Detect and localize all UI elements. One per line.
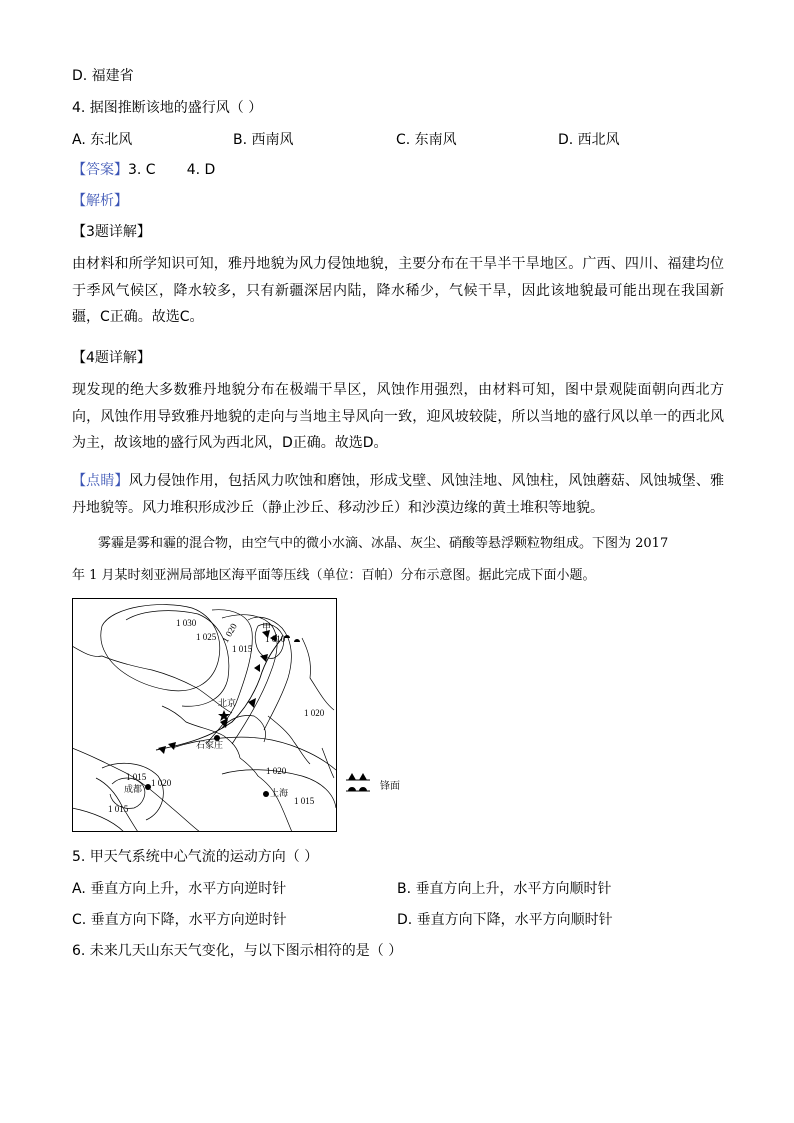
- tip-text: 风力侵蚀作用，包括风力吹蚀和磨蚀，形成戈壁、风蚀洼地、风蚀柱，风蚀蘑菇、风蚀城堡、雅丹地貌等。风力堆积形成沙丘（静止沙丘、移动沙丘）和沙漠边缘的黄土堆积等地貌。: [72, 473, 725, 516]
- isobar-label-1030: 1 030: [176, 618, 197, 628]
- q3-detail-text: 由材料和所学知识可知，雅丹地貌为风力侵蚀地貌，主要分布在干旱半干旱地区。广西、四川、福建均位于季风气候区，降水较多，只有新疆深居内陆，降水稀少，气候干旱，因此该地貌最可能出现在我国新疆，C正确。故选C。: [72, 256, 724, 325]
- q5-option-a: A. 垂直方向上升，水平方向逆时针: [72, 881, 287, 897]
- analysis-tag: 【解析】: [72, 193, 128, 209]
- q3-option-d: D. 福建省: [72, 68, 134, 84]
- tip-paragraph: [72, 468, 724, 521]
- city-label-shijiazhuang: 石家庄: [196, 740, 224, 750]
- isobar-map: [72, 598, 337, 832]
- q4-stem: 4. 据图推断该地的盛行风（ ）: [72, 100, 263, 116]
- isobar-label-1020-east: 1 020: [304, 708, 325, 718]
- city-label-beijing: 北京: [218, 698, 237, 708]
- isobar-label-1015-north: 1 015: [232, 644, 253, 654]
- q3-detail-tag: 【3题详解】: [72, 224, 151, 240]
- system-label-jia: 甲: [262, 622, 272, 632]
- city-label-chengdu: 成都: [124, 784, 143, 794]
- isobar-label-1020-chengdu: 1 020: [151, 778, 172, 788]
- q4-option-c: C. 东南风: [396, 132, 457, 148]
- isobar-label-1020-south: 1 020: [266, 766, 287, 776]
- isobar-label-1015-chengdu: 1 015: [126, 772, 147, 782]
- q6-stem: 6. 未来几天山东天气变化，与以下图示相符的是（ ）: [72, 943, 403, 959]
- material-line-1: 雾霾是雾和霾的混合物，由空气中的微小水滴、冰晶、灰尘、硝酸等悬浮颗粒物组成。下图为 2017: [98, 536, 669, 551]
- answer-text: 3. C 4. D: [128, 162, 216, 178]
- q5-stem: 5. 甲天气系统中心气流的运动方向（ ）: [72, 849, 319, 865]
- q5-option-d: D. 垂直方向下降，水平方向顺时针: [397, 912, 613, 928]
- city-label-shanghai: 上海: [270, 788, 289, 798]
- tip-tag: 【点睛】: [72, 473, 129, 489]
- isobar-label-1015-southwest: 1 015: [108, 804, 129, 814]
- q5-option-c: C. 垂直方向下降，水平方向逆时针: [72, 912, 287, 928]
- q4-option-b: B. 西南风: [233, 132, 294, 148]
- isobar-label-1015-southeast: 1 015: [294, 796, 315, 806]
- q4-detail-text: 现发现的绝大多数雅丹地貌分布在极端干旱区，风蚀作用强烈，由材料可知，图中景观陡面朝向西北方向，风蚀作用导致雅丹地貌的走向与当地主导风向一致，迎风坡较陡，所以当地的盛行风以单一的西北风为主，故该地的盛行风为西北风，D正确。故选D。: [72, 382, 724, 451]
- isobar-label-1020-north: 1 020: [220, 621, 239, 645]
- q5-option-b: B. 垂直方向上升，水平方向顺时针: [397, 881, 612, 897]
- answer-line: [72, 162, 215, 178]
- isobar-label-1025: 1 025: [196, 632, 217, 642]
- q4-option-a: A. 东北风: [72, 132, 133, 148]
- legend-front-symbol: [344, 770, 374, 796]
- q4-option-d: D. 西北风: [558, 132, 620, 148]
- legend-label: 锋面: [380, 781, 400, 792]
- isobar-label-1010: 1 010: [265, 634, 286, 644]
- answer-tag: 【答案】: [72, 162, 128, 178]
- q4-detail-tag: 【4题详解】: [72, 350, 151, 366]
- material-line-2: 年 1 月某时刻亚洲局部地区海平面等压线（单位：百帕）分布示意图。据此完成下面小题。: [72, 568, 596, 583]
